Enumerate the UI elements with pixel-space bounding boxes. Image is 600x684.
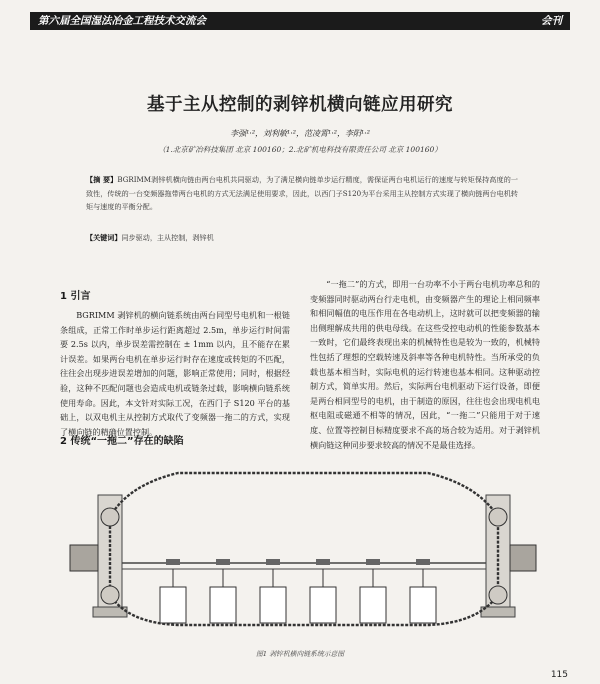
- page-number: 115: [550, 670, 568, 680]
- plate-hooks: [166, 559, 430, 565]
- intro-paragraph: BGRIMM 剥锌机的横向链系统由两台同型号电机和一根链条组成，正常工作时单步运行距离超过 2.5m，单步运行时间需要 2.5s 以内，单步误差需控制在 ± 1mm 以内，且不能存在累计误差。如果两台电机在单步运行时存在速度或转矩的不匹配，往往会出现步进误差增加的问题，影响正常使用；同时，根据经验，这种不匹配问题也会造成电机或链条过载，影响横向链系统使用寿命。因此，本文针对实际工况，在西门子 S120 平台的基础上，以双电机主从控制方式取代了变频器一拖二的方式，实现了横向链的精确位置控制。: [60, 310, 290, 437]
- right-column: [310, 277, 540, 452]
- figure-caption: 图1 剥锌机横向链系统示意图: [255, 650, 345, 658]
- chain-system-figure: [68, 455, 538, 641]
- journal-header-title: 第六届全国湿法冶金工程技术交流会: [38, 15, 206, 27]
- authors: 李强¹·²，刘利敏¹·²，范凌霄¹·²，李阳¹·²: [230, 129, 370, 138]
- journal-header-bar: [30, 12, 570, 30]
- hanging-plates: [160, 569, 436, 623]
- frame-outline: [93, 495, 515, 617]
- section-2-paragraph: “一拖二”的方式，即用一台功率不小于两台电机功率总和的变频器同时驱动两台行走电机，由变频器产生的理论上相同频率和相同幅值的电压作用在各电动机上，这时就可以把变频器的输出侧理解成共用的供电母线。在这些受控电动机的性能参数基本一致时，它们最终表现出来的机械特性也是较为一致的，机械特性包括了理想的空载转速及斜率等各种电机特性。当所承受的负载也基本相当时，实际电机的运行转速也基本相同。这种驱动控制方式，简单实用。然后，实际两台电机驱动下运行设备，即便是两台相同型号的电机，由于制造的原因，往往也会出现电机电枢电阻或磁通不相等的情况，因此，“一拖二”只能用于对于速度、位置等控制目标精度要求不高的场合较为适用。对于剥锌机横向链这种同步要求较高的情况不是最佳选择。: [310, 279, 540, 450]
- journal-header-issue: 会刊: [541, 15, 562, 27]
- section-2-heading: 2 传统“一拖二”存在的缺陷: [60, 436, 184, 447]
- keywords: [86, 233, 518, 243]
- section-1-heading: 1 引言: [60, 291, 91, 302]
- motor-right: [510, 545, 536, 571]
- keywords-label: 【关键词】: [86, 233, 122, 242]
- motor-left: [70, 545, 98, 571]
- affiliation: （1.北京矿冶科技集团 北京 100160；2.北矿机电科技有限责任公司 北京 100160）: [158, 145, 442, 154]
- abstract-label: 【摘 要】: [86, 175, 118, 184]
- left-column: [60, 308, 290, 439]
- keywords-text: 同步驱动，主从控制，剥锌机: [121, 233, 214, 242]
- abstract: [86, 173, 518, 214]
- paper-title: 基于主从控制的剥锌机横向链应用研究: [147, 95, 453, 115]
- abstract-text: BGRIMM剥锌机横向链由两台电机共同驱动，为了满足横向链单步运行精度，需保证两台电机运行的速度与转矩保持高度的一致性，传统的一台变频器拖带两台电机的方式无法满足使用要求，因此，以西门子S120为平台采用主从控制方式实现了横向链两台电机转矩与速度的平衡分配。: [86, 175, 518, 211]
